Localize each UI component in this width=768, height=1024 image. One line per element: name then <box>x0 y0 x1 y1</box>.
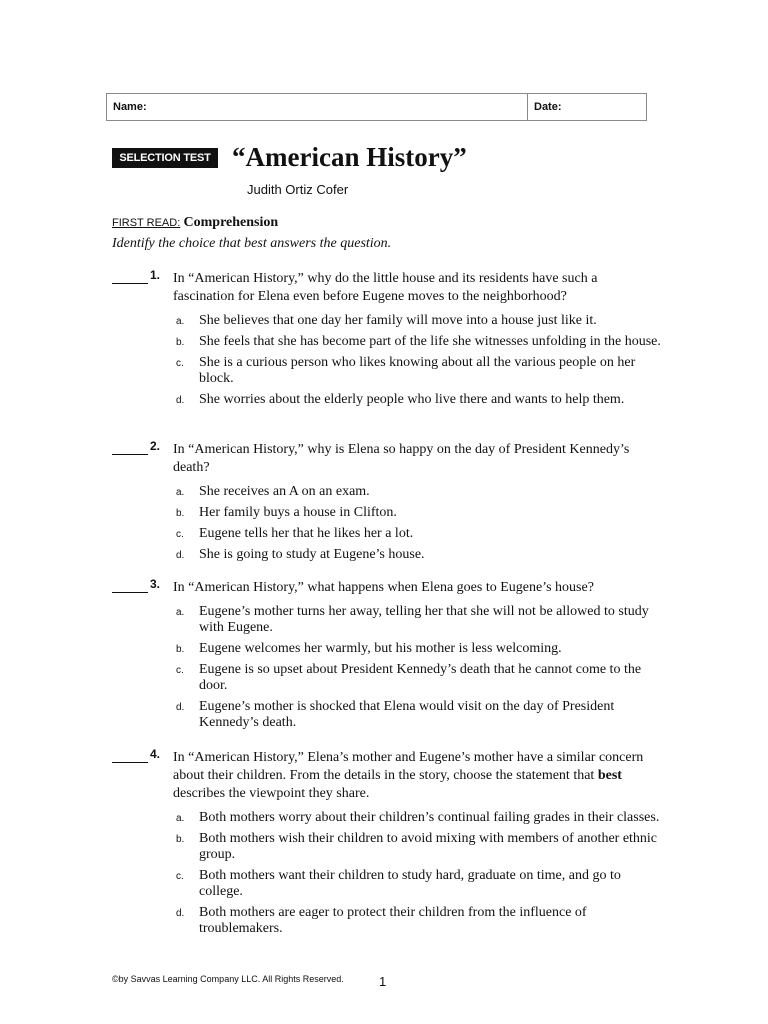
question-text: In “American History,” why is Elena so happy on the day of President Kennedy’s death? <box>173 442 630 475</box>
author-name: Judith Ortiz Cofer <box>247 182 349 197</box>
question-number: 1. <box>150 268 161 282</box>
choice-c: c. Eugene is so upset about President Kennedy’s death that he cannot come to the door. <box>176 662 642 693</box>
instructions: Identify the choice that best answers the question. <box>112 236 392 251</box>
box-divider <box>527 94 528 120</box>
choice-a: a. Both mothers worry about their children’s continual failing grades in their classes. <box>176 810 660 825</box>
section-label: FIRST READ: <box>112 217 181 229</box>
emphasis-best: best <box>597 768 622 783</box>
name-label: Name: <box>113 101 147 113</box>
choices-list <box>176 484 662 563</box>
choice-b: b. Her family buys a house in Clifton. <box>176 505 397 520</box>
question-4 <box>112 749 662 942</box>
choices-list <box>176 604 662 731</box>
date-label: Date: <box>534 101 562 113</box>
choice-d: d. Both mothers are eager to protect their children from the influence of troublemakers. <box>176 905 587 936</box>
choice-a: a. Eugene’s mother turns her away, telling her that she will not be allowed to study with Eugene. <box>176 604 649 635</box>
section-title: Comprehension <box>183 215 279 230</box>
question-1 <box>112 270 662 413</box>
choice-b: b. Both mothers wish their children to avoid mixing with members of another ethnic group. <box>176 831 658 862</box>
name-date-box <box>106 93 647 121</box>
question-number: 2. <box>150 439 161 453</box>
choice-b: b. She feels that she has become part of the life she witnesses unfolding in the house. <box>176 334 661 349</box>
copyright-notice: ©by Savvas Learning Company LLC. All Rights Reserved. <box>112 974 344 984</box>
page-number: 1 <box>379 974 387 989</box>
choice-d: d. Eugene’s mother is shocked that Elena would visit on the day of President Kennedy’s death. <box>176 699 615 730</box>
choice-d: d. She worries about the elderly people who live there and wants to help them. <box>176 392 625 407</box>
choices-list <box>176 313 662 408</box>
answer-blank[interactable] <box>112 270 148 284</box>
selection-test-badge: SELECTION TEST <box>112 148 218 168</box>
choice-d: d. She is going to study at Eugene’s house. <box>176 547 425 562</box>
choice-c: c. Both mothers want their children to study hard, graduate on time, and go to college. <box>176 868 621 899</box>
choice-a: a. She believes that one day her family will move into a house just like it. <box>176 313 597 328</box>
choice-c: c. She is a curious person who likes knowing about all the various people on her block. <box>176 355 636 386</box>
answer-blank[interactable] <box>112 749 148 763</box>
question-3 <box>112 579 662 736</box>
answer-blank[interactable] <box>112 441 148 455</box>
choices-list <box>176 810 662 937</box>
choice-b: b. Eugene welcomes her warmly, but his mother is less welcoming. <box>176 641 562 656</box>
question-text: In “American History,” why do the little house and its residents have such a fascination for Elena even before Eugene moves to the neighborhood? <box>173 271 598 304</box>
section-heading <box>112 214 278 231</box>
answer-blank[interactable] <box>112 579 148 593</box>
choice-c: c. Eugene tells her that he likes her a lot. <box>176 526 414 541</box>
question-number: 3. <box>150 577 161 591</box>
question-2 <box>112 441 662 568</box>
page-title: “American History” <box>232 142 467 172</box>
choice-a: a. She receives an A on an exam. <box>176 484 370 499</box>
question-text: In “American History,” Elena’s mother and Eugene’s mother have a similar concern about their children. From the details in the story, choose the statement that best describes the viewpoint they share. <box>173 750 644 801</box>
question-number: 4. <box>150 747 161 761</box>
question-text: In “American History,” what happens when Elena goes to Eugene’s house? <box>173 580 594 595</box>
